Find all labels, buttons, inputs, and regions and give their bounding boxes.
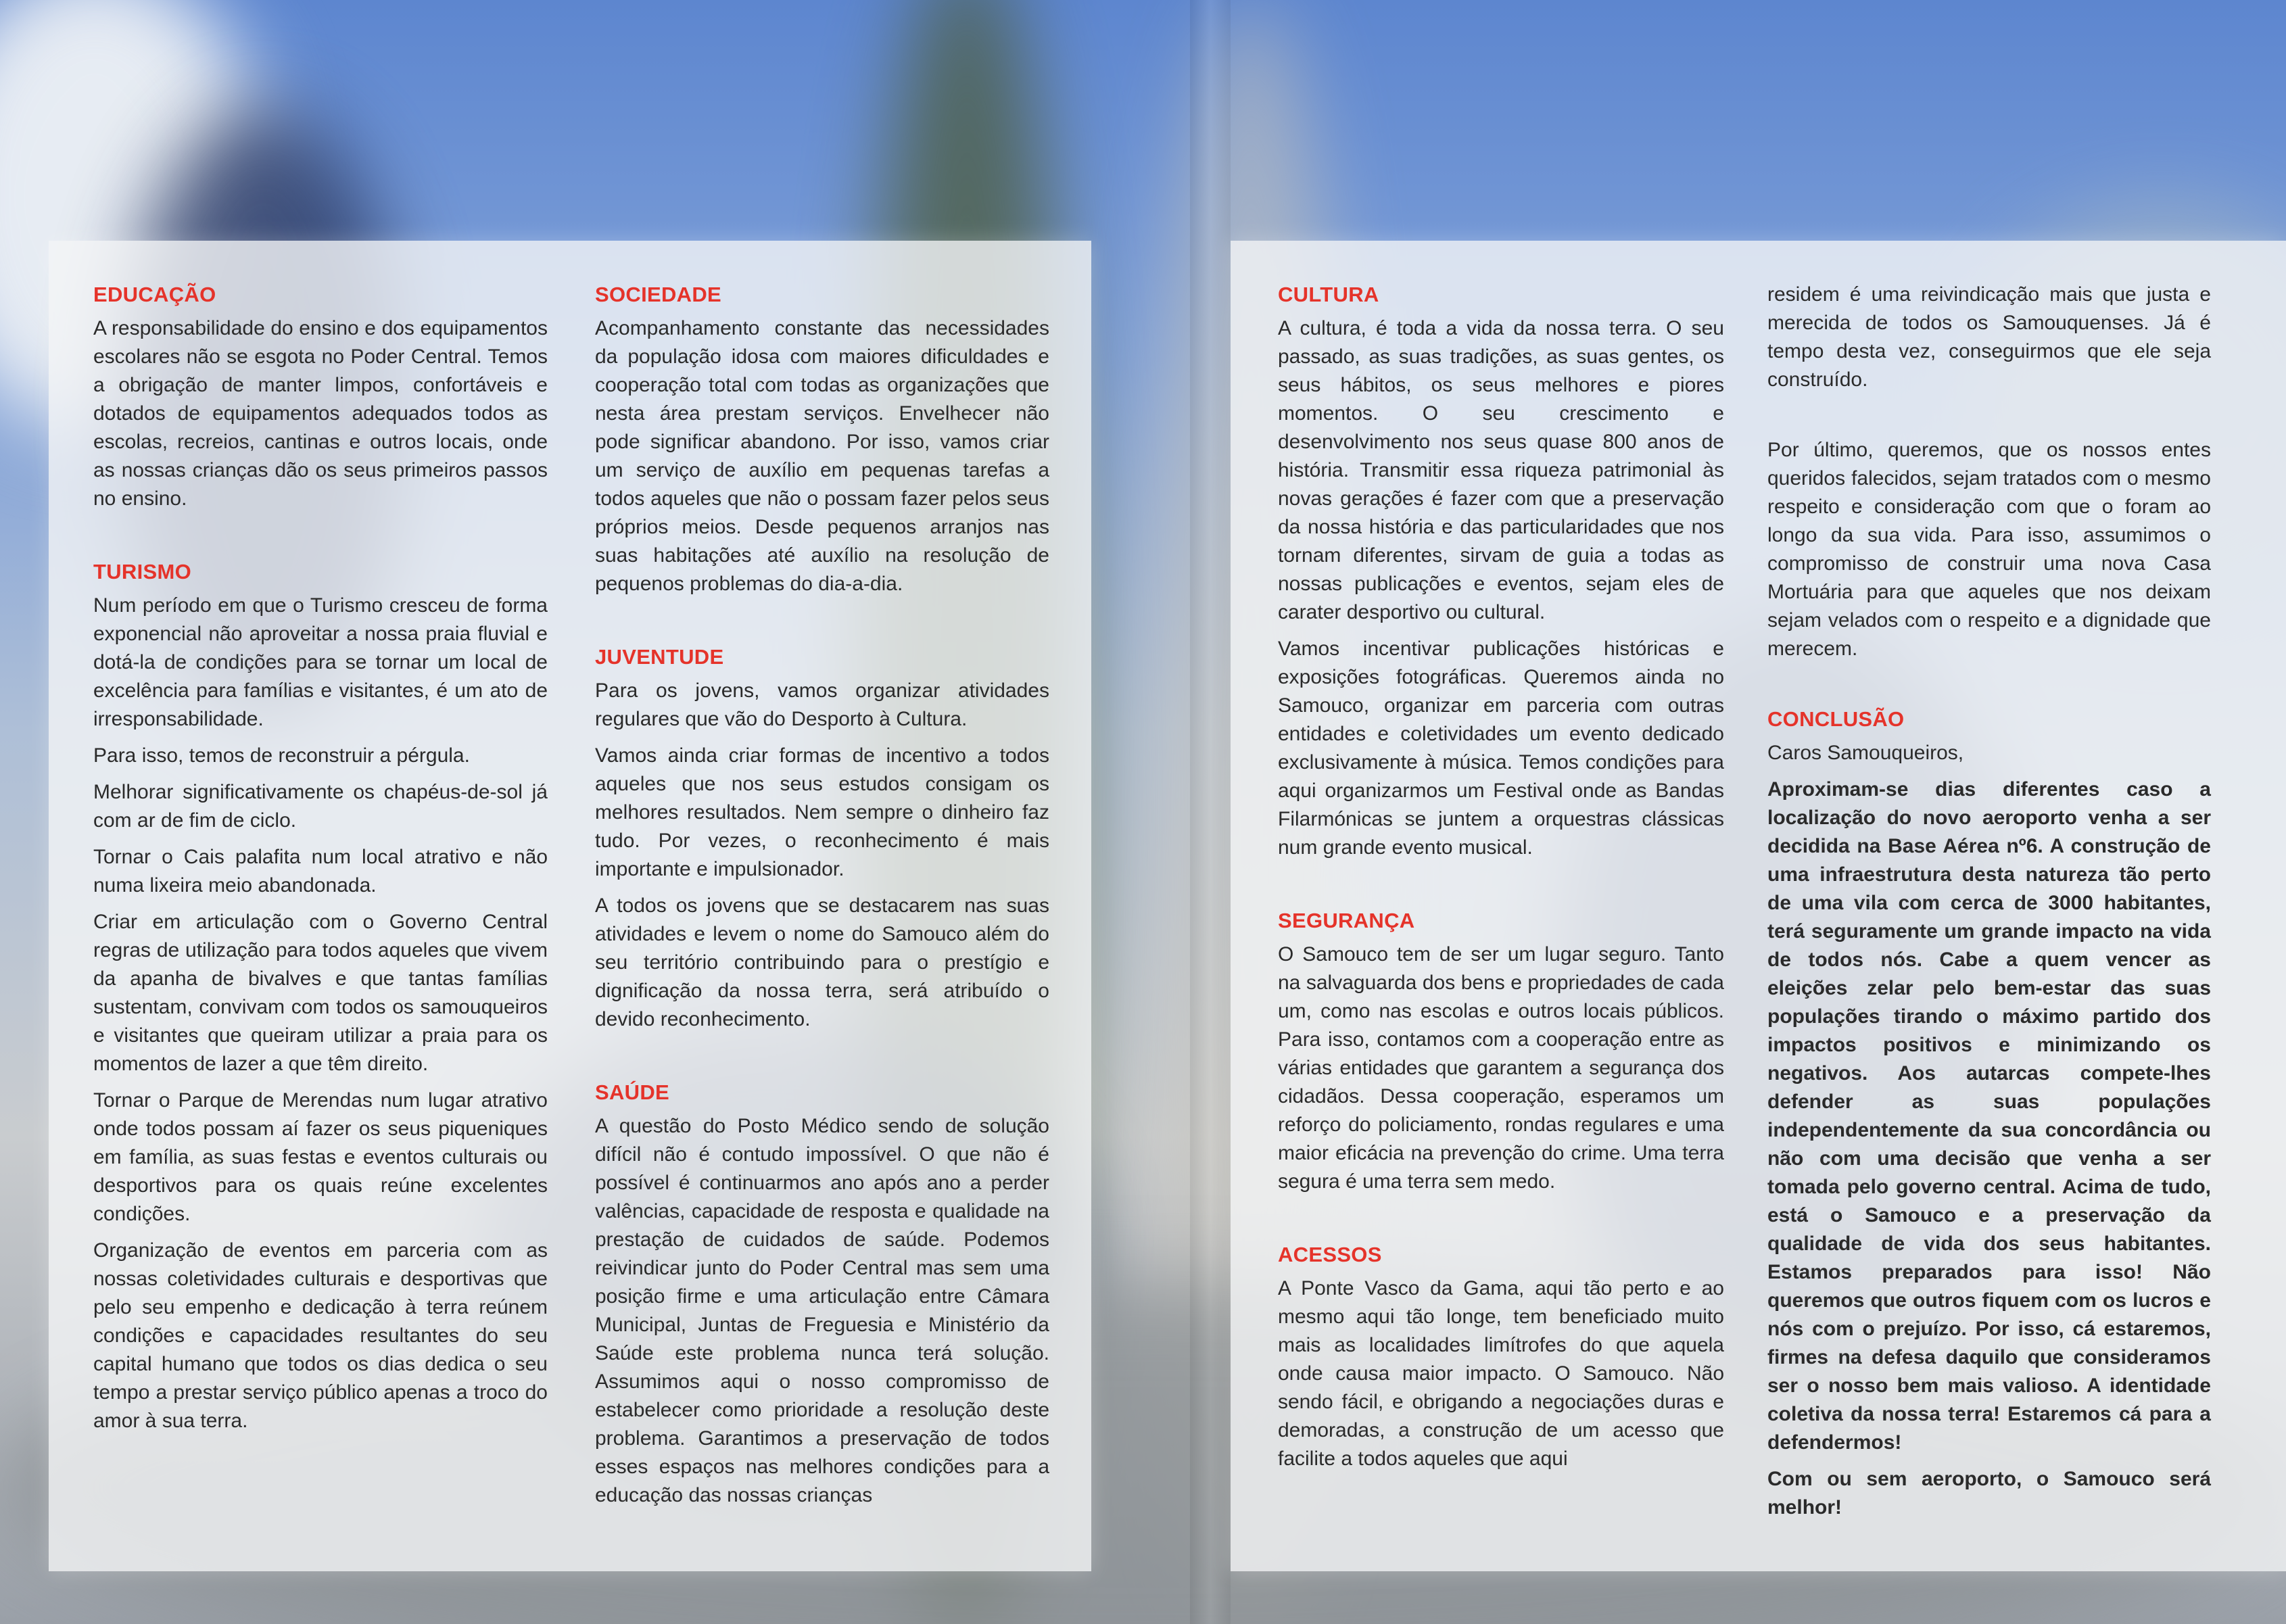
paragraph: Melhorar significativamente os chapéus-de-sol já com ar de fim de ciclo. <box>93 781 548 832</box>
paragraph: Com ou sem aeroporto, o Samouco será melhor! <box>1767 1468 2211 1519</box>
section-heading: JUVENTUDE <box>595 645 724 669</box>
paragraph: Acompanhamento constante das necessidades da população idosa com maiores dificuldades e cooperação total com todas as organizações que nesta área prestam serviços. Envelhecer não pode significar abandono. Por isso, vamos criar um serviço de auxílio em pequenas tarefas a todos aqueles que não o possam fazer pelos seus próprios meios. Desde pequenos arranjos nas suas habitações até auxílio na resolução de pequenos problemas do dia-a-dia. <box>595 317 1049 595</box>
section-seguranca <box>1278 907 1724 1196</box>
section-heading: SAÚDE <box>595 1080 670 1104</box>
section-heading: EDUCAÇÃO <box>93 283 216 306</box>
section-heading: SOCIEDADE <box>595 283 722 306</box>
paragraph: A responsabilidade do ensino e dos equipamentos escolares não se esgota no Poder Central. Temos a obrigação de manter limpos, confortáveis e dotados de equipamentos adequados todos as escolas, recreios, cantinas e outros locais, onde as nossas crianças dão os seus primeiros passos no ensino. <box>93 317 548 510</box>
section-turismo <box>93 558 548 1435</box>
section-heading: ACESSOS <box>1278 1243 1382 1266</box>
paragraph: Organização de eventos em parceria com as nossas coletividades culturais e desportivas que pelo seu empenho e dedicação à terra reúnem condições e capacidades resultantes do seu capital humano que todos os dias dedica o seu tempo a prestar serviço público apenas a troco do amor à sua terra. <box>93 1239 548 1432</box>
section-juventude <box>595 643 1049 1034</box>
paragraph: Tornar o Cais palafita num local atrativo e não numa lixeira meio abandonada. <box>93 846 548 897</box>
paragraph: Tornar o Parque de Merendas num lugar atrativo onde todos possam aí fazer os seus piqueniques em família, as suas festas e eventos culturais ou desportivos para os quais reúne excelentes condições. <box>93 1089 548 1225</box>
paragraph: Vamos incentivar publicações históricas e exposições fotográficas. Queremos ainda no Samouco, organizar em parceria com outras entidades e coletividades um evento dedicado exclusivamente à música. Temos condições para aqui organizarmos um Festival onde as Bandas Filarmónicas se juntem a orquestras clássicas num grande evento musical. <box>1278 638 1724 859</box>
column-4 <box>1767 281 2211 1567</box>
paragraph: Criar em articulação com o Governo Central regras de utilização para todos aqueles que vivem da apanha de bivalves e que tantas famílias sustentam, convivam com todos os samouqueiros e visitantes que queiram utilizar a praia para os momentos de lazer a que têm direito. <box>93 911 548 1075</box>
paragraph: Num período em que o Turismo cresceu de forma exponencial não aproveitar a nossa praia fluvial e dotá-la de condições para se tornar um local de excelência para famílias e visitantes, é um ato de irresponsabilidade. <box>93 594 548 730</box>
section-heading: TURISMO <box>93 560 192 583</box>
section-sociedade <box>595 281 1049 598</box>
paragraph: Para isso, temos de reconstruir a pérgula. <box>93 744 470 767</box>
paragraph-final-note: Por último, queremos, que os nossos entes queridos falecidos, sejam tratados com o mesmo respeito e consideração com que o foram ao longo da sua vida. Para isso, assumimos o compromisso de construir uma nova Casa Mortuária para que aqueles que nos deixam sejam velados com o respeito e a dignidade que merecem. <box>1767 439 2211 660</box>
section-heading: CONCLUSÃO <box>1767 707 1905 731</box>
paragraph: Para os jovens, vamos organizar atividades regulares que vão do Desporto à Cultura. <box>595 679 1049 730</box>
section-heading: CULTURA <box>1278 283 1379 306</box>
section-conclusao <box>1767 705 2211 1522</box>
paragraph: O Samouco tem de ser um lugar seguro. Tanto na salvaguarda dos bens e propriedades de cada um, como nas escolas e outros locais públicos. Para isso, contamos com a cooperação entre as várias entidades que garantem a segurança dos cidadãos. Dessa cooperação, esperamos um reforço do policiamento, rondas regulares e uma maior eficácia na prevenção do crime. Uma terra segura é uma terra sem medo. <box>1278 943 1724 1193</box>
column-2 <box>595 281 1049 1554</box>
section-cultura <box>1278 281 1724 862</box>
paragraph: A todos os jovens que se destacarem nas suas atividades e levem o nome do Samouco além do seu território contribuindo para o prestígio e dignificação da nossa terra, será atribuído o devido reconhecimento. <box>595 894 1049 1030</box>
paragraph: A Ponte Vasco da Gama, aqui tão perto e ao mesmo aqui tão longe, tem beneficiado muito mais as localidades limítrofes do que aquela onde causa maior impacto. O Samouco. Não sendo fácil, e obrigando a negociações duras e demoradas, a construção de um acesso que facilite a todos aqueles que aqui <box>1278 1277 1724 1470</box>
paragraph: A cultura, é toda a vida da nossa terra. O seu passado, as suas tradições, as suas gentes, os seus hábitos, os seus melhores e piores momentos. O seu crescimento e desenvolvimento nos seus quase 800 anos de história. Transmitir essa riqueza patrimonial às novas gerações é fazer com que a preservação da nossa história e das particularidades que nos tornam diferentes, sirvam de guia a todas as nossas publicações e eventos, sejam eles de carater desportivo ou cultural. <box>1278 317 1724 623</box>
page-fold <box>1190 0 1231 1624</box>
section-saude <box>595 1078 1049 1510</box>
column-3 <box>1278 281 1724 1518</box>
paragraph: Aproximam-se dias diferentes caso a localização do novo aeroporto venha a ser decidida na Base Aérea nº6. A construção de uma infraestrutura desta natureza tão perto de uma vila com cerca de 3000 habitantes, terá seguramente um grande impacto na vida de todos nós. Cabe a quem vencer as eleições zelar pelo bem-estar das suas populações tirando o máximo partido dos impactos positivos e minimizando os negativos. Aos autarcas compete-lhes defender as suas populações independentemente da sua concordância ou não com uma decisão que venha a ser tomada pelo governo central. Acima de tudo, está o Samouco e a preservação da qualidade de vida dos seus habitantes. Estamos preparados para isso! Não queremos que outros fiquem com os lucros e nós com o prejuízo. Por isso, cá estaremos, firmes na defesa daquilo que consideramos ser o nosso bem mais valioso. A identidade coletiva da nossa terra! Estaremos cá para a defendermos! <box>1767 778 2211 1454</box>
paragraph-continuation: residem é uma reivindicação mais que justa e merecida de todos os Samouquenses. Já é tempo desta vez, conseguirmos que ele seja construído. <box>1767 283 2211 391</box>
paragraph: A questão do Posto Médico sendo de solução difícil não é contudo impossível. O que não é possível é continuarmos ano após ano a perder valências, capacidade de resposta e qualidade na prestação de cuidados de saúde. Podemos reivindicar junto do Poder Central mas sem uma posição firme e uma articulação entre Câmara Municipal, Juntas de Freguesia e Ministério da Saúde este problema nunca terá solução. Assumimos aqui o nosso compromisso de estabelecer como prioridade a resolução deste problema. Garantimos a preservação de todos esses espaços nas melhores condições para a educação das nossas crianças <box>595 1115 1049 1506</box>
column-1 <box>93 281 548 1480</box>
section-educacao <box>93 281 548 513</box>
section-acessos <box>1278 1241 1724 1473</box>
greeting: Caros Samouqueiros, <box>1767 742 1964 764</box>
paragraph: Vamos ainda criar formas de incentivo a todos aqueles que nos seus estudos consigam os melhores resultados. Nem sempre o dinheiro faz tudo. Por vezes, o reconhecimento é mais importante e impulsionador. <box>595 744 1049 880</box>
section-heading: SEGURANÇA <box>1278 909 1415 932</box>
